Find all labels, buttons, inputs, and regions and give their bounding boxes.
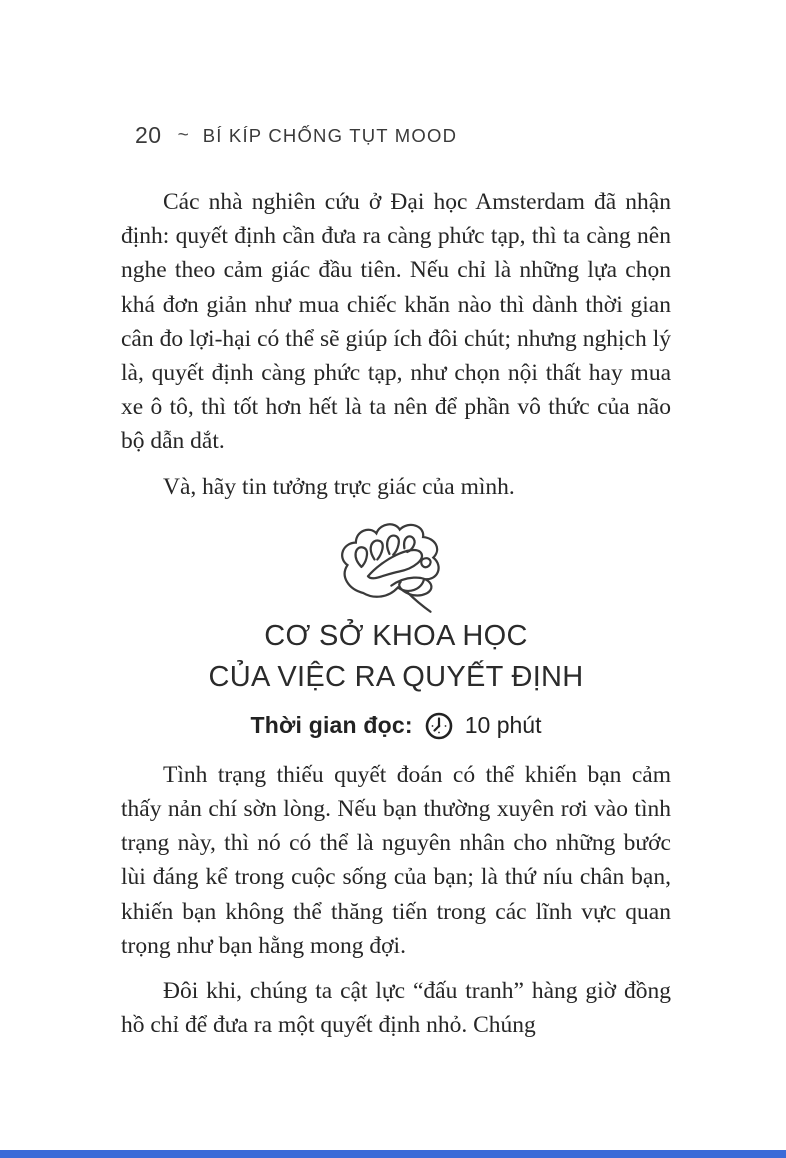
reader-progress-bar[interactable] xyxy=(0,1150,786,1158)
paragraph: Các nhà nghiên cứu ở Đại học Amsterdam đã nhận định: quyết định cần đưa ra càng phức tạp, thì ta càng nên nghe theo cảm giác đầu tiên. Nếu chỉ là những lựa chọn khá đơn giản như mua chiếc khăn nào thì dành thời gian cân đo lợi-hại có thể sẽ giúp ích đôi chút; nhưng nghịch lý là, quyết định càng phức tạp, như chọn nội thất hay mua xe ô tô, thì tốt hơn hết là ta nên để phần vô thức của não bộ dẫn dắt. xyxy=(121,189,671,455)
text-column xyxy=(121,185,671,1042)
paragraph: Tình trạng thiếu quyết đoán có thể khiến bạn cảm thấy nản chí sờn lòng. Nếu bạn thường xuyên rơi vào tình trạng này, thì nó có thể là nguyên nhân cho những bước lùi đáng kể trong cuộc sống của bạn; là thứ níu chân bạn, khiến bạn không thể thăng tiến trong các lĩnh vực quan trọng như bạn hằng mong đợi. xyxy=(121,761,671,959)
section-title-line-1: CƠ SỞ KHOA HỌC xyxy=(264,619,528,652)
page-header xyxy=(135,122,457,149)
brain-icon xyxy=(326,518,466,614)
clock-icon xyxy=(424,711,454,741)
book-title: BÍ KÍP CHỐNG TỤT MOOD xyxy=(202,124,458,146)
chapter-section-header xyxy=(121,518,671,741)
paragraph: Và, hãy tin tưởng trực giác của mình. xyxy=(163,473,515,500)
page-number: 20 xyxy=(135,122,162,148)
section-title-line-2: CỦA VIỆC RA QUYẾT ĐỊNH xyxy=(208,660,584,693)
paragraph: Đôi khi, chúng ta cật lực “đấu tranh” hàng giờ đồng hồ chỉ để đưa ra một quyết định nhỏ. Chúng xyxy=(121,978,671,1039)
reading-time-value: 10 phút xyxy=(464,712,542,739)
reading-time-label: Thời gian đọc: xyxy=(250,712,413,739)
reading-time xyxy=(121,711,671,741)
tilde-separator: ~ xyxy=(177,124,189,146)
